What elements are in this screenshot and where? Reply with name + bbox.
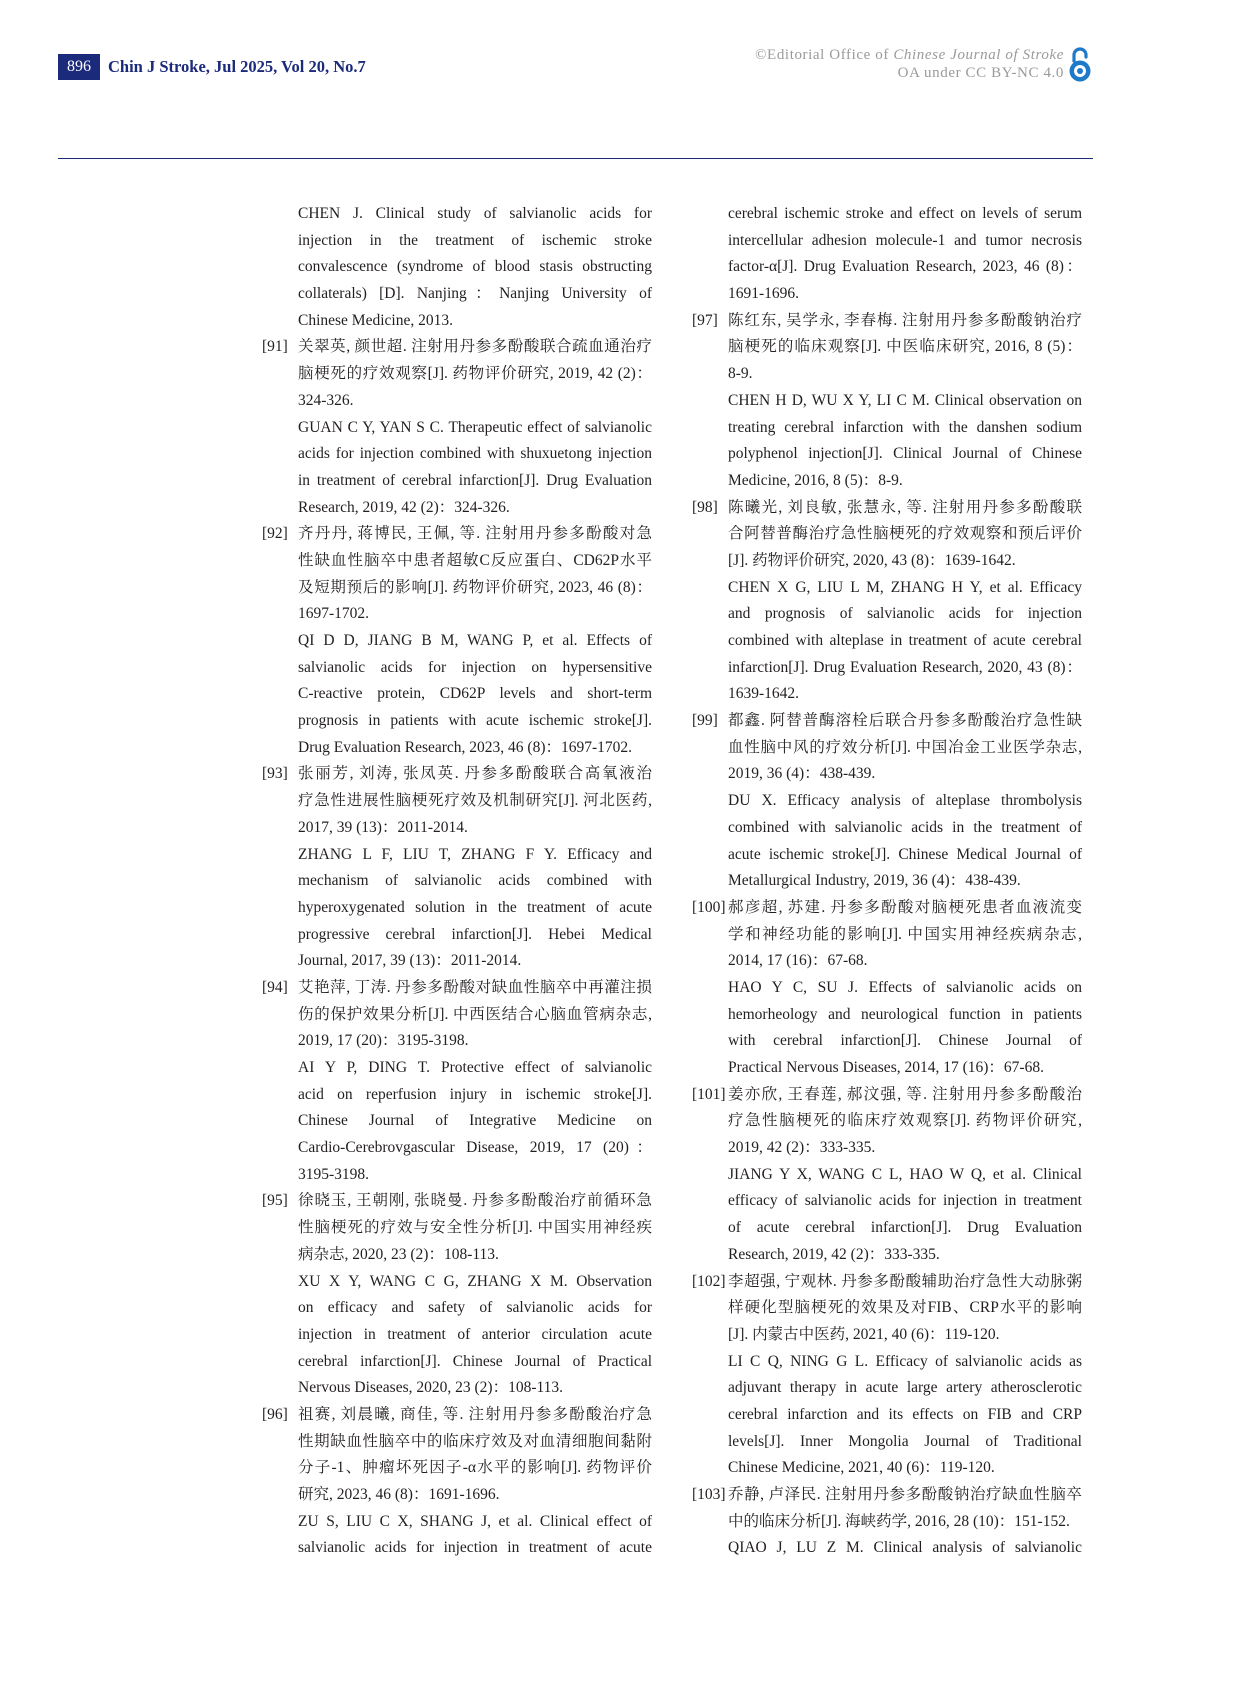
reference-text-line: 样硬化型脑梗死的效果及对FIB、CRP水平的影响: [728, 1299, 1082, 1317]
header-divider: [58, 158, 1093, 159]
reference-entry: [692, 1082, 1082, 1269]
reference-text-line: 徐晓玉, 王朝刚, 张晓曼. 丹参多酚酸治疗前循环急: [298, 1192, 652, 1210]
reference-number: [93]: [262, 765, 288, 783]
reference-text-line: convalescence (syndrome of blood stasis obstructing: [298, 258, 652, 276]
reference-text-line: 齐丹丹, 蒋博民, 王佩, 等. 注射用丹参多酚酸对急: [298, 525, 652, 543]
reference-number: [99]: [692, 712, 718, 730]
reference-text-line: 张丽芳, 刘涛, 张凤英. 丹参多酚酸联合高氧液治: [298, 765, 652, 783]
reference-entry: [692, 1269, 1082, 1483]
reference-text-line: Metallurgical Industry, 2019, 36 (4)：438-439.: [728, 872, 1021, 890]
open-access-lock-icon: [1067, 45, 1093, 83]
reference-text-line: 乔静, 卢泽民. 注射用丹参多酚酸钠治疗缺血性脑卒: [728, 1486, 1082, 1503]
reference-entry: [262, 334, 652, 521]
reference-text-line: cerebral ischemic stroke and effect on levels of serum: [728, 205, 1082, 222]
reference-entry: [692, 495, 1082, 709]
reference-number: [96]: [262, 1405, 288, 1423]
reference-text-line: 艾艳萍, 丁涛. 丹参多酚酸对缺血性脑卒中再灌注损: [298, 978, 652, 996]
reference-text-line: 伤的保护效果分析[J]. 中西医结合心脑血管病杂志,: [298, 1005, 652, 1023]
reference-text-line: 合阿替普酶治疗急性脑梗死的疗效观察和预后评价: [728, 525, 1082, 543]
reference-text-line: Drug Evaluation Research, 2023, 46 (8)：1697-1702.: [298, 738, 633, 756]
reference-number: [97]: [692, 311, 718, 329]
journal-citation-line: Chin J Stroke, Jul 2025, Vol 20, No.7: [108, 57, 366, 76]
reference-text-line: Chinese Medicine, 2021, 40 (6)：119-120.: [728, 1459, 995, 1477]
reference-text-line: Journal, 2017, 39 (13)：2011-2014.: [298, 952, 522, 970]
reference-text-line: 分子-1、肿瘤坏死因子-α水平的影响[J]. 药物评价: [298, 1459, 652, 1477]
reference-text-line: and prognosis of salvianolic acids for injection: [728, 605, 1082, 623]
reference-text-line: 疗急性脑梗死的临床疗效观察[J]. 药物评价研究,: [728, 1112, 1082, 1130]
reference-text-line: 性缺血性脑卒中患者超敏C反应蛋白、CD62P水平: [298, 551, 652, 569]
reference-text-line: hyperoxygenated solution in the treatment of acute: [298, 898, 652, 916]
reference-text-line: 疗急性进展性脑梗死疗效及机制研究[J]. 河北医药,: [298, 792, 652, 810]
reference-text-line: levels[J]. Inner Mongolia Journal of Traditional: [728, 1432, 1082, 1450]
reference-text-line: [J]. 内蒙古中医药, 2021, 40 (6)：119-120.: [728, 1325, 1000, 1343]
reference-text-line: 研究, 2023, 46 (8)：1691-1696.: [298, 1486, 500, 1503]
reference-text-line: mechanism of salvianolic acids combined with: [298, 872, 652, 890]
reference-text-line: with cerebral infarction[J]. Chinese Journal of: [728, 1032, 1082, 1050]
reference-text-line: hemorheology and neurological function in patients: [728, 1005, 1082, 1023]
reference-text-line: C-reactive protein, CD62P levels and short-term: [298, 685, 652, 703]
reference-text-line: 1691-1696.: [728, 285, 800, 303]
references-right-column: [692, 201, 1082, 1562]
reference-text-line: Chinese Journal of Integrative Medicine on: [298, 1112, 652, 1130]
reference-entry: [262, 521, 652, 761]
reference-entry: [262, 975, 652, 1189]
references-left-column: [262, 201, 652, 1562]
reference-text-line: 脑梗死的疗效观察[J]. 药物评价研究, 2019, 42 (2)：: [298, 365, 652, 383]
reference-text-line: JIANG Y X, WANG C L, HAO W Q, et al. Clinical: [728, 1165, 1082, 1183]
reference-number: [94]: [262, 978, 288, 996]
copyright-prefix: ©Editorial Office of: [755, 47, 894, 63]
reference-text-line: ZU S, LIU C X, SHANG J, et al. Clinical effect of: [298, 1512, 652, 1530]
reference-text-line: treating cerebral infarction with the danshen sodium: [728, 418, 1082, 436]
reference-text-line: CHEN X G, LIU L M, ZHANG H Y, et al. Efficacy: [728, 578, 1082, 596]
reference-text-line: HAO Y C, SU J. Effects of salvianolic acids on: [728, 978, 1082, 996]
reference-text-line: acid on reperfusion injury in ischemic stroke[J].: [298, 1085, 652, 1103]
reference-text-line: 1639-1642.: [728, 685, 800, 703]
reference-text-line: cerebral infarction[J]. Chinese Journal of Practical: [298, 1352, 652, 1370]
license-line: OA under CC BY-NC 4.0: [897, 65, 1064, 81]
reference-text-line: 脑梗死的临床观察[J]. 中医临床研究, 2016, 8 (5)：: [728, 338, 1082, 356]
reference-text-line: progressive cerebral infarction[J]. Hebei Medical: [298, 925, 652, 943]
reference-text-line: acute ischemic stroke[J]. Chinese Medical Journal of: [728, 845, 1082, 863]
reference-text-line: 陈红东, 吴学永, 李春梅. 注射用丹参多酚酸钠治疗: [728, 311, 1082, 329]
reference-text-line: Research, 2019, 42 (2)：324-326.: [298, 498, 510, 516]
reference-text-line: infarction[J]. Drug Evaluation Research, 2020, 43 (8)：: [728, 658, 1082, 676]
reference-text-line: prognosis in patients with acute ischemic stroke[J].: [298, 712, 652, 730]
reference-text-line: combined with alteplase in treatment of acute cerebral: [728, 632, 1082, 649]
reference-text-line: DU X. Efficacy analysis of alteplase thrombolysis: [728, 792, 1082, 810]
reference-entry: [692, 308, 1082, 495]
reference-text-line: Cardio-Cerebrovgascular Disease, 2019, 17 (20)：: [298, 1139, 652, 1157]
reference-text-line: 病杂志, 2020, 23 (2)：108-113.: [298, 1245, 499, 1263]
reference-text-line: 2019, 42 (2)：333-335.: [728, 1139, 876, 1157]
reference-text-line: 3195-3198.: [298, 1165, 370, 1183]
reference-text-line: 2017, 39 (13)：2011-2014.: [298, 818, 468, 836]
reference-text-line: Chinese Medicine, 2013.: [298, 311, 453, 329]
reference-entry: [262, 1188, 652, 1402]
reference-text-line: 关翠英, 颜世超. 注射用丹参多酚酸联合疏血通治疗: [298, 338, 652, 356]
reference-text-line: Research, 2019, 42 (2)：333-335.: [728, 1245, 940, 1263]
reference-entry: [262, 201, 652, 334]
reference-text-line: 陈曦光, 刘良敏, 张慧永, 等. 注射用丹参多酚酸联: [728, 498, 1082, 516]
reference-text-line: 性期缺血性脑卒中的临床疗效及对血清细胞间黏附: [298, 1432, 652, 1450]
reference-text-line: QI D D, JIANG B M, WANG P, et al. Effects of: [298, 632, 652, 649]
reference-text-line: collaterals) [D]. Nanjing：Nanjing University of: [298, 285, 652, 303]
reference-text-line: injection in the treatment of ischemic stroke: [298, 231, 652, 249]
reference-text-line: GUAN C Y, YAN S C. Therapeutic effect of salvianolic: [298, 418, 652, 436]
reference-text-line: Medicine, 2016, 8 (5)：8-9.: [728, 471, 903, 489]
reference-entry: [692, 708, 1082, 895]
reference-text-line: adjuvant therapy in acute large artery atherosclerotic: [728, 1379, 1082, 1397]
reference-text-line: polyphenol injection[J]. Clinical Journal of Chinese: [728, 445, 1082, 463]
reference-text-line: 1697-1702.: [298, 605, 370, 623]
reference-text-line: 李超强, 宁观林. 丹参多酚酸辅助治疗急性大动脉粥: [728, 1272, 1082, 1290]
reference-text-line: 祖赛, 刘晨曦, 商佳, 等. 注射用丹参多酚酸治疗急: [298, 1405, 652, 1423]
reference-text-line: LI C Q, NING G L. Efficacy of salvianolic acids as: [728, 1352, 1082, 1370]
reference-text-line: factor-α[J]. Drug Evaluation Research, 2023, 46 (8)：: [728, 258, 1082, 276]
reference-text-line: CHEN J. Clinical study of salvianolic acids for: [298, 205, 652, 222]
reference-text-line: salvianolic acids for injection on hypersensitive: [298, 658, 652, 676]
reference-text-line: QIAO J, LU Z M. Clinical analysis of salvianolic: [728, 1539, 1082, 1557]
reference-text-line: ZHANG L F, LIU T, ZHANG F Y. Efficacy and: [298, 845, 652, 863]
reference-entry: [692, 1482, 1082, 1562]
reference-text-line: 学和神经功能的影响[J]. 中国实用神经疾病杂志,: [728, 925, 1082, 943]
reference-text-line: 中的临床分析[J]. 海峡药学, 2016, 28 (10)：151-152.: [728, 1512, 1070, 1530]
reference-entry: [692, 895, 1082, 1082]
reference-text-line: injection in treatment of anterior circulation acute: [298, 1325, 652, 1343]
copyright-line-1: [755, 46, 1064, 64]
reference-entry: [692, 201, 1082, 308]
reference-text-line: in treatment of cerebral infarction[J]. Drug Evaluation: [298, 471, 652, 489]
reference-text-line: 及短期预后的影响[J]. 药物评价研究, 2023, 46 (8)：: [298, 578, 652, 596]
reference-number: [92]: [262, 525, 288, 543]
reference-text-line: on efficacy and safety of salvianolic acids for: [298, 1299, 652, 1317]
reference-number: [101]: [692, 1085, 726, 1103]
reference-text-line: salvianolic acids for injection in treatment of acute: [298, 1539, 652, 1557]
reference-text-line: 性脑梗死的疗效与安全性分析[J]. 中国实用神经疾: [298, 1219, 652, 1237]
reference-text-line: Practical Nervous Diseases, 2014, 17 (16)：67-68.: [728, 1059, 1044, 1076]
reference-text-line: 都鑫. 阿替普酶溶栓后联合丹参多酚酸治疗急性缺: [728, 712, 1082, 730]
reference-text-line: Nervous Diseases, 2020, 23 (2)：108-113.: [298, 1379, 564, 1397]
copyright-journal-name: Chinese Journal of Stroke: [893, 47, 1064, 63]
reference-text-line: XU X Y, WANG C G, ZHANG X M. Observation: [298, 1272, 652, 1290]
reference-text-line: of acute cerebral infarction[J]. Drug Evaluation: [728, 1219, 1082, 1237]
reference-text-line: 324-326.: [298, 391, 354, 409]
reference-text-line: AI Y P, DING T. Protective effect of salvianolic: [298, 1059, 652, 1076]
reference-text-line: [J]. 药物评价研究, 2020, 43 (8)：1639-1642.: [728, 551, 1016, 569]
reference-text-line: CHEN H D, WU X Y, LI C M. Clinical observation on: [728, 391, 1082, 409]
reference-number: [103]: [692, 1486, 726, 1503]
reference-text-line: 郝彦超, 苏建. 丹参多酚酸对脑梗死患者血液流变: [728, 898, 1082, 916]
reference-text-line: intercellular adhesion molecule-1 and tumor necrosis: [728, 231, 1082, 249]
reference-entry: [262, 1402, 652, 1562]
reference-text-line: efficacy of salvianolic acids for injection in treatment: [728, 1192, 1082, 1210]
copyright-notice: [755, 46, 1064, 82]
reference-text-line: 8-9.: [728, 365, 753, 383]
reference-entry: [262, 761, 652, 975]
reference-number: [102]: [692, 1272, 726, 1290]
reference-text-line: combined with salvianolic acids in the treatment of: [728, 818, 1082, 836]
reference-text-line: 姜亦欣, 王春莲, 郝汶强, 等. 注射用丹参多酚酸治: [728, 1085, 1082, 1103]
reference-text-line: 2019, 36 (4)：438-439.: [728, 765, 876, 783]
reference-number: [95]: [262, 1192, 288, 1210]
reference-number: [91]: [262, 338, 288, 356]
reference-text-line: 血性脑中风的疗效分析[J]. 中国冶金工业医学杂志,: [728, 738, 1082, 756]
reference-text-line: cerebral infarction and its effects on FIB and CRP: [728, 1405, 1082, 1423]
reference-text-line: acids for injection combined with shuxuetong injection: [298, 445, 652, 463]
reference-number: [98]: [692, 498, 718, 516]
reference-text-line: 2014, 17 (16)：67-68.: [728, 952, 868, 970]
reference-number: [100]: [692, 898, 726, 916]
reference-text-line: 2019, 17 (20)：3195-3198.: [298, 1032, 469, 1050]
page-number: 896: [58, 54, 100, 80]
